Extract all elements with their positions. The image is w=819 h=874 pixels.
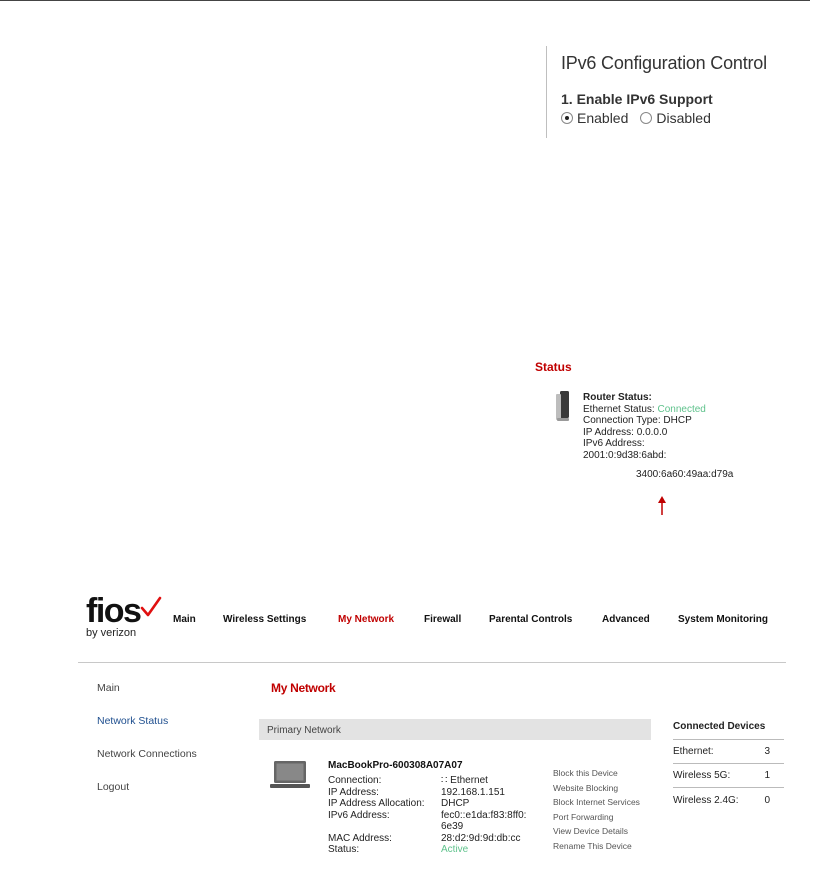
connected-row-count: 0 [764,794,770,806]
connection-value-row [441,775,526,787]
device-actions [553,766,640,853]
ip-address-label: IP Address: [328,786,379,798]
router-ipv6-part1: 2001:0:9d38:6abd: [583,449,667,461]
port-forwarding-link[interactable]: Port Forwarding [553,811,614,822]
ip-allocation-value: DHCP [441,798,470,809]
connected-row-wireless-5g [673,764,784,788]
status-label: Status: [328,844,360,855]
router-ip-address: IP Address: 0.0.0.0 [583,426,668,438]
connection-type: Connection Type: DHCP [583,415,692,426]
rename-device-link[interactable]: Rename This Device [553,840,632,851]
ip-allocation-label: IP Address Allocation: [328,798,425,809]
device-labels [328,775,425,856]
nav-parental-controls[interactable]: Parental Controls [489,614,573,625]
website-blocking-link[interactable]: Website Blocking [553,782,619,793]
router-status-label: Router Status: [583,392,652,403]
connected-row-label: Wireless 5G: [673,770,731,781]
enabled-radio[interactable] [561,112,573,124]
ipv6-address-value-2: 6e39 [441,821,464,832]
ip-address-value: 192.168.1.151 [441,786,505,798]
block-device-link[interactable]: Block this Device [553,768,618,778]
disabled-radio[interactable] [640,112,652,124]
sidebar [97,682,197,814]
connected-row-label: Wireless 2.4G: [673,794,739,806]
connection-value: Ethernet [450,775,488,786]
nav-system-monitoring[interactable]: System Monitoring [678,614,769,625]
sidebar-item-network-connections[interactable]: Network Connections [97,748,197,760]
laptop-icon [269,760,311,790]
ethernet-status-label: Ethernet Status: [583,403,655,415]
connected-row-count: 3 [764,746,770,757]
sidebar-item-logout[interactable]: Logout [97,781,130,793]
enabled-radio-label[interactable]: Enabled [577,110,629,126]
checkmark-icon [140,596,162,618]
sidebar-item-main[interactable]: Main [97,682,120,694]
nav-my-network[interactable]: My Network [338,614,395,625]
router-info [583,392,706,461]
status-value: Active [441,844,469,855]
connected-row-wireless-24g [673,788,784,812]
mac-address-label: MAC Address: [328,832,392,844]
ipv6-address-value-1: fec0::e1da:f83:8ff0: [441,809,527,821]
logo-wordmark: fios [86,592,141,630]
ethernet-icon: ∷ [441,775,448,786]
primary-network-header: Primary Network [259,719,651,740]
connection-label: Connection: [328,775,382,786]
connected-devices-table [673,716,784,812]
connected-devices-title: Connected Devices [673,716,784,740]
ipv6-config-panel [546,46,786,138]
ipv6-address-label: IPv6 Address: [328,809,390,821]
mac-address-value: 28:d2:9d:9d:db:cc [441,832,521,844]
ethernet-status-value: Connected [657,403,706,415]
logo-subtitle: by verizon [86,627,137,639]
enable-ipv6-label: 1. Enable IPv6 Support [561,91,713,107]
view-device-details-link[interactable]: View Device Details [553,826,628,836]
ethernet-status-line [583,404,706,416]
top-divider [0,0,810,1]
connected-row-label: Ethernet: [673,746,714,757]
nav-firewall[interactable]: Firewall [424,614,462,625]
nav-advanced[interactable]: Advanced [602,614,650,625]
router-icon [555,390,571,422]
connected-row-count: 1 [764,770,770,781]
sidebar-item-network-status[interactable]: Network Status [97,715,169,727]
ipv6-config-title: IPv6 Configuration Control [561,53,767,73]
nav-main[interactable]: Main [173,614,196,625]
header-divider [78,662,786,663]
status-title: Status [535,360,572,374]
arrow-up-icon [655,496,669,516]
block-internet-services-link[interactable]: Block Internet Services [553,797,640,807]
router-ipv6-part2: 3400:6a60:49aa:d79a [636,469,734,480]
device-name[interactable]: MacBookPro-600308A07A07 [328,760,463,771]
disabled-radio-label[interactable]: Disabled [656,110,711,126]
connected-row-ethernet [673,740,784,764]
fios-logo[interactable] [86,592,166,646]
device-values [441,775,526,856]
page-title: My Network [271,681,336,695]
ipv6-radio-group [561,110,786,126]
nav-wireless-settings[interactable]: Wireless Settings [223,614,307,625]
label-spacer [328,821,425,833]
router-ipv6-label: IPv6 Address: [583,438,645,449]
